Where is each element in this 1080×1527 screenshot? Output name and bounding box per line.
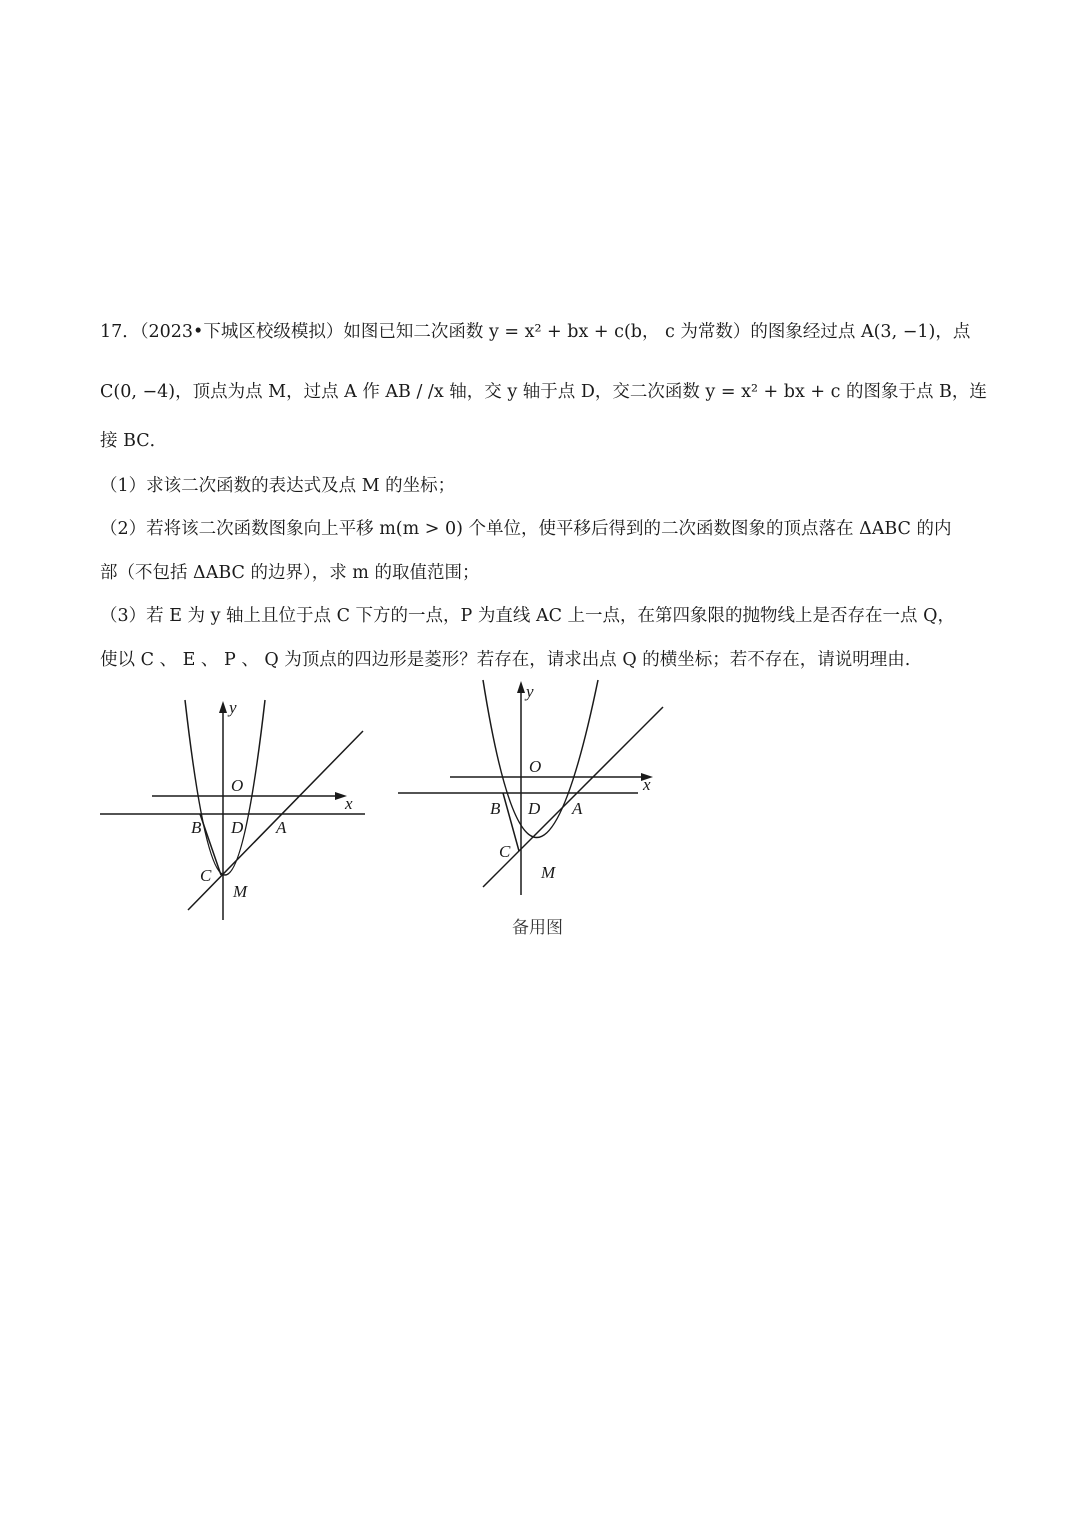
y-axis-arrow [219,701,227,713]
question-2-line-1: （2）若将该二次函数图象向上平移 m(m > 0) 个单位，使平移后得到的二次函数图象的顶点落在 ΔABC 的内 [100,519,952,539]
y-axis-arrow [517,681,525,693]
label-y: y [229,698,237,717]
problem-line-1: 17．（2023•下城区校级模拟）如图已知二次函数 y = x² + bx + c(b， c 为常数）的图象经过点 A(3, −1)，点 [100,322,971,342]
label-d: D [231,818,244,837]
question-1: （1）求该二次函数的表达式及点 M 的坐标； [100,476,456,496]
question-3-line-1: （3）若 E 为 y 轴上且位于点 C 下方的一点，P 为直线 AC 上一点，在第四象限的抛物线上是否存在一点 Q， [100,606,955,626]
label-m: M [541,863,556,882]
label-c: C [200,866,212,885]
label-y: y [526,682,534,701]
backup-figure [395,675,670,900]
backup-figure-caption: 备用图 [512,918,563,938]
label-o: O [529,757,542,776]
label-x: x [345,794,353,813]
label-x: x [643,775,651,794]
label-c: C [499,842,511,861]
label-a: A [276,818,287,837]
problem-line-3: 接 BC． [100,431,168,451]
label-m: M [233,882,248,901]
label-b: B [490,799,501,818]
main-figure [95,695,375,920]
label-a: A [572,799,583,818]
question-3-line-2: 使以 C 、 E 、 P 、 Q 为顶点的四边形是菱形？若存在，请求出点 Q 的横坐标；若不存在，请说明理由. [100,650,911,670]
label-o: O [231,776,244,795]
question-2-line-2: 部（不包括 ΔABC 的边界），求 m 的取值范围； [100,563,480,583]
problem-line-2: C(0, −4)，顶点为点 M，过点 A 作 AB / /x 轴，交 y 轴于点 D，交二次函数 y = x² + bx + c 的图象于点 B，连 [100,382,987,402]
parabola [185,700,265,875]
label-d: D [528,799,541,818]
label-b: B [191,818,202,837]
